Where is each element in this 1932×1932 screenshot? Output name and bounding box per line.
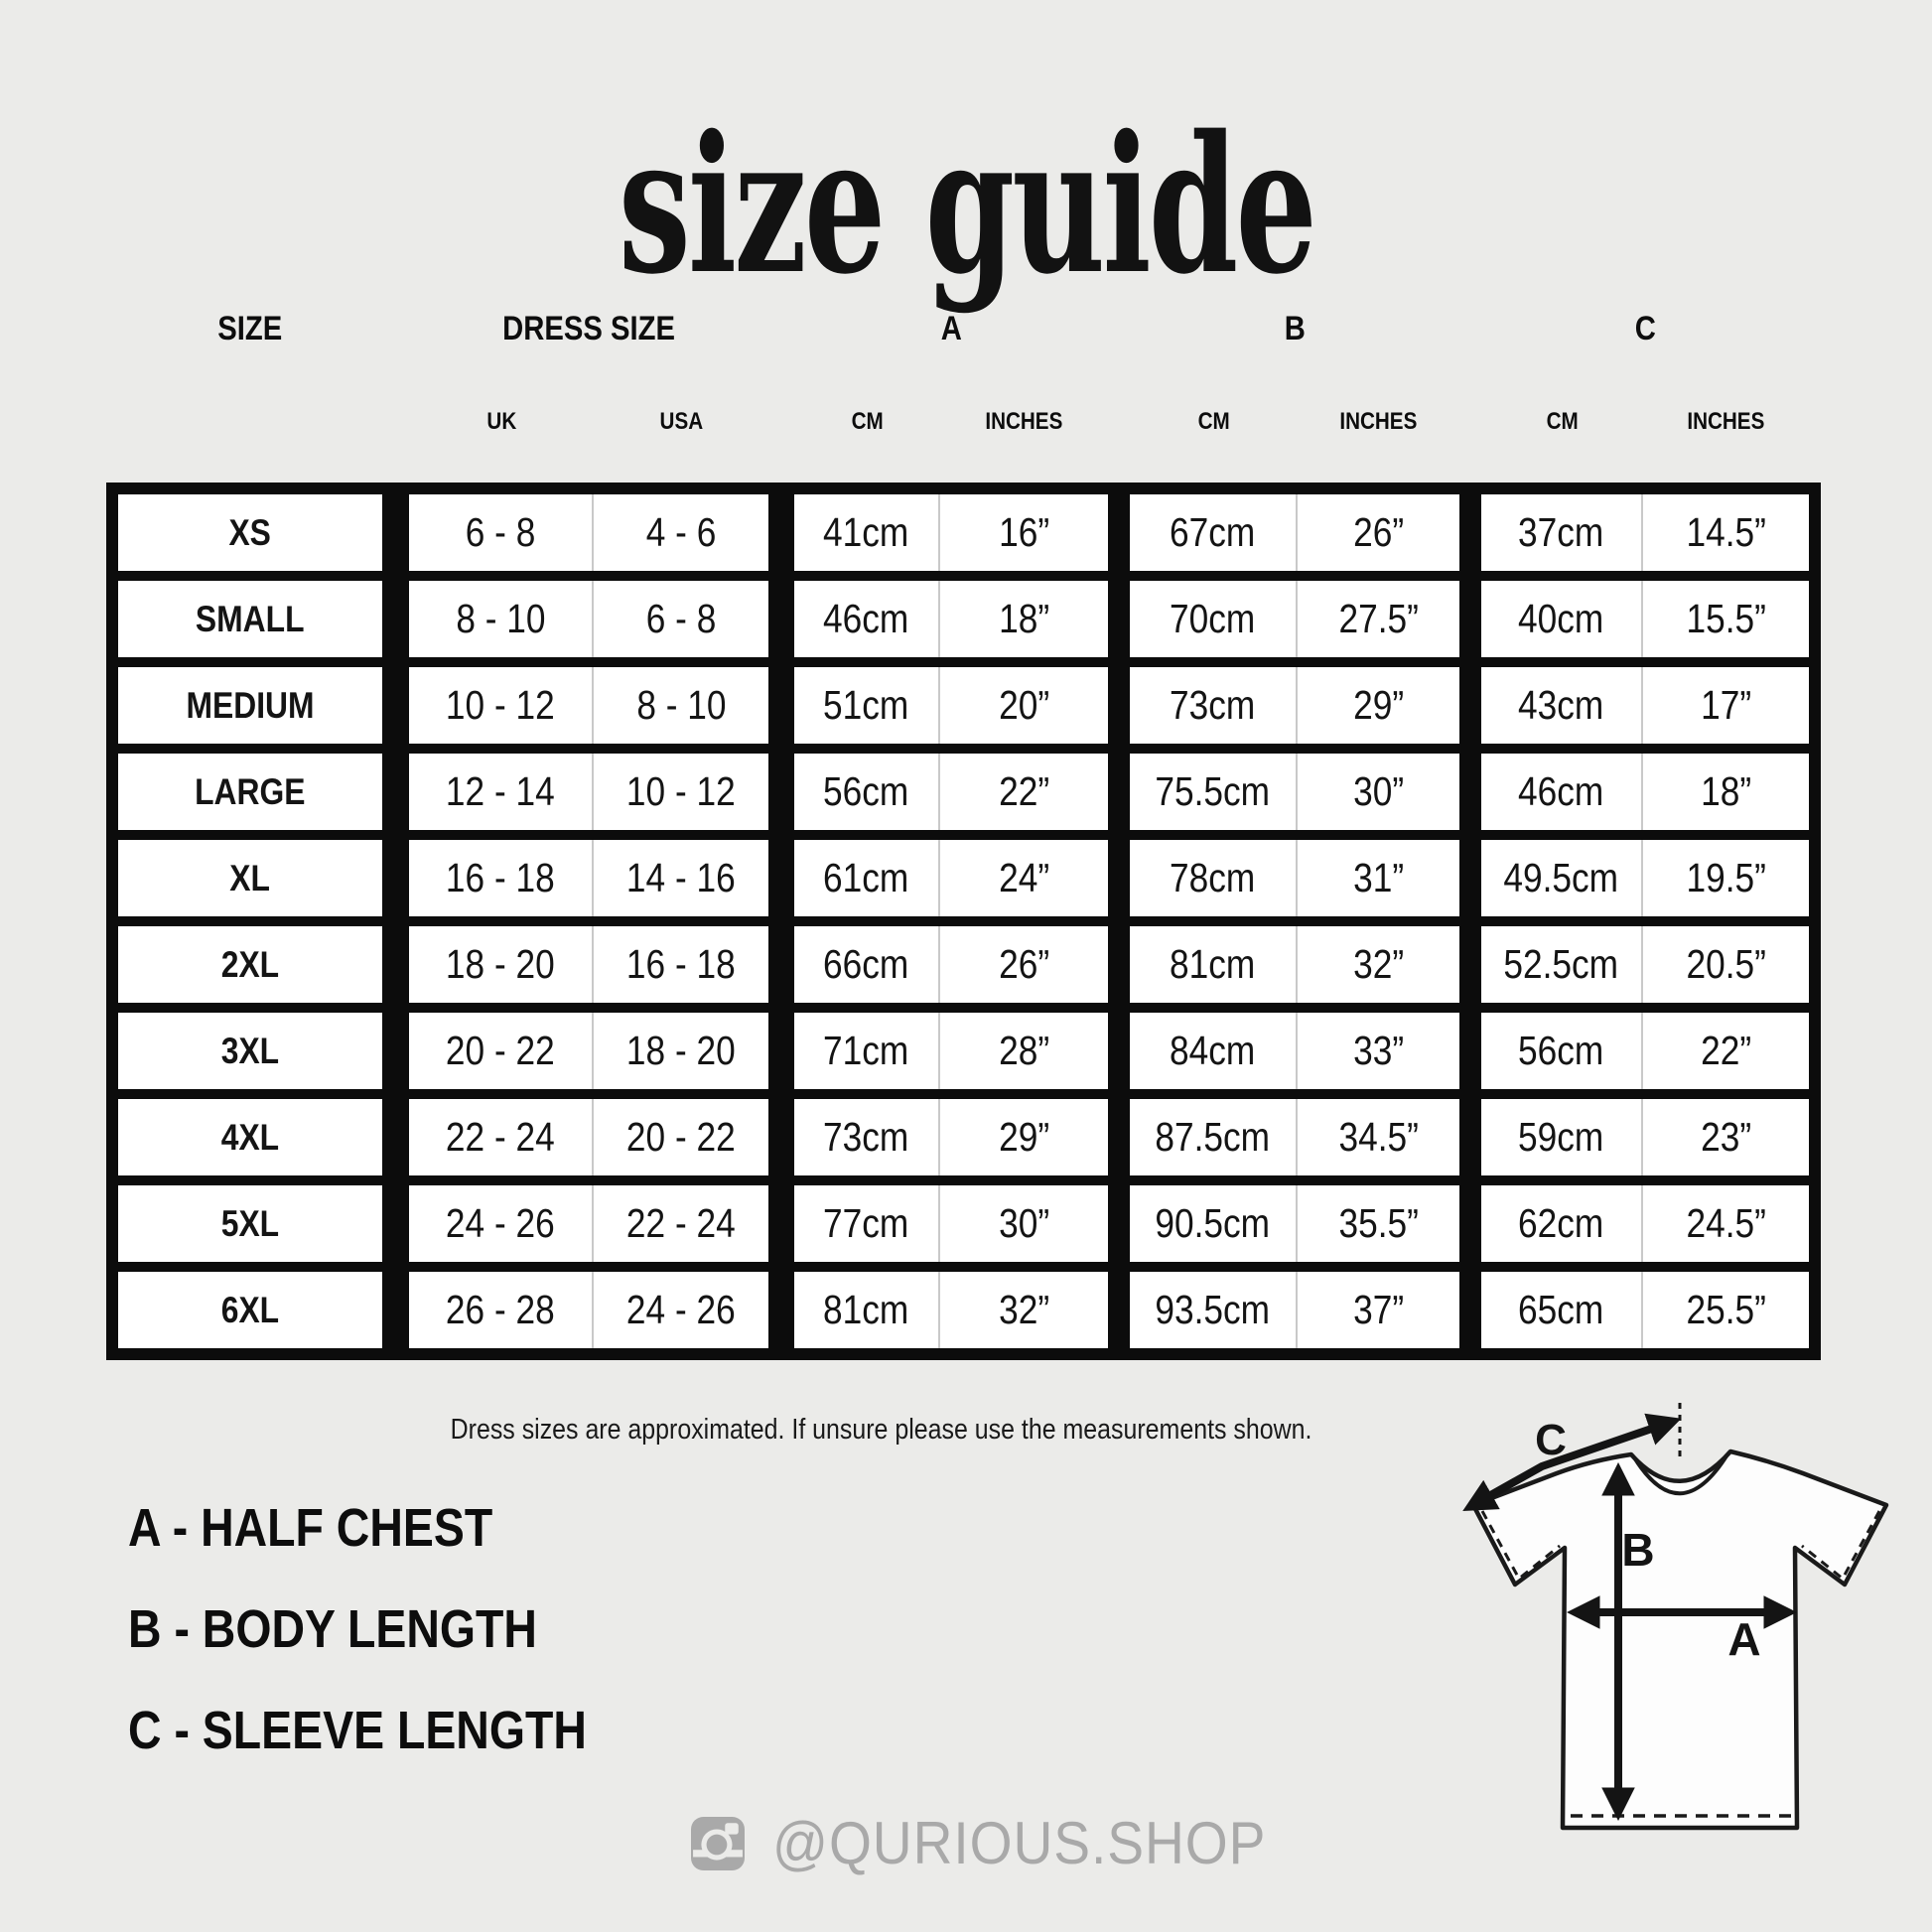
approximation-note: Dress sizes are approximated. If unsure please use the measurements shown. [451, 1414, 1312, 1446]
dress-size-uk-cell: 26 - 28 [409, 1272, 594, 1348]
b-inches-cell: 33” [1298, 1013, 1459, 1089]
table-sub-headers [118, 400, 1809, 444]
dress-size-uk-cell: 18 - 20 [409, 926, 594, 1003]
a-cm-cell: 56cm [794, 754, 940, 830]
size-table-body [106, 483, 1821, 1360]
b-cm-cell: 81cm [1130, 926, 1298, 1003]
a-inches-cell: 22” [940, 754, 1108, 830]
sub-header-c-inches: INCHES [1687, 408, 1765, 435]
c-cm-cell: 40cm [1481, 581, 1643, 657]
c-cm-cell: 43cm [1481, 667, 1643, 744]
page-title [0, 94, 1932, 316]
sub-header-b-cm: CM [1197, 408, 1230, 435]
a-cm-cell: 41cm [794, 494, 940, 571]
a-cm-cell: 77cm [794, 1185, 940, 1262]
col-header-b: B [1284, 309, 1306, 347]
table-row [118, 1272, 1809, 1348]
social-handle-text: @QURIOUS.SHOP [772, 1810, 1267, 1876]
a-cm-cell: 81cm [794, 1272, 940, 1348]
table-row [118, 1185, 1809, 1262]
b-cm-cell: 84cm [1130, 1013, 1298, 1089]
size-cell: 2XL [118, 926, 382, 1003]
size-cell: 5XL [118, 1185, 382, 1262]
dress-size-usa-cell: 14 - 16 [594, 840, 768, 916]
a-cm-cell: 66cm [794, 926, 940, 1003]
dress-size-uk-cell: 6 - 8 [409, 494, 594, 571]
b-inches-cell: 27.5” [1298, 581, 1459, 657]
b-inches-cell: 32” [1298, 926, 1459, 1003]
a-inches-cell: 29” [940, 1099, 1108, 1175]
a-cm-cell: 61cm [794, 840, 940, 916]
c-inches-cell: 25.5” [1643, 1272, 1809, 1348]
b-inches-cell: 29” [1298, 667, 1459, 744]
a-cm-cell: 51cm [794, 667, 940, 744]
dress-size-usa-cell: 10 - 12 [594, 754, 768, 830]
a-inches-cell: 18” [940, 581, 1108, 657]
a-inches-cell: 28” [940, 1013, 1108, 1089]
dress-size-usa-cell: 8 - 10 [594, 667, 768, 744]
dress-size-usa-cell: 20 - 22 [594, 1099, 768, 1175]
b-cm-cell: 75.5cm [1130, 754, 1298, 830]
table-row [118, 494, 1809, 571]
dress-size-usa-cell: 24 - 26 [594, 1272, 768, 1348]
a-inches-cell: 30” [940, 1185, 1108, 1262]
tshirt-outline [1473, 1451, 1886, 1828]
b-cm-cell: 70cm [1130, 581, 1298, 657]
table-row [118, 840, 1809, 916]
measurement-legend [128, 1477, 661, 1781]
dress-size-usa-cell: 4 - 6 [594, 494, 768, 571]
instagram-icon [691, 1817, 745, 1870]
sub-header-usa: USA [659, 408, 703, 435]
table-row [118, 754, 1809, 830]
size-cell: 4XL [118, 1099, 382, 1175]
a-inches-cell: 32” [940, 1272, 1108, 1348]
b-inches-cell: 26” [1298, 494, 1459, 571]
sub-header-b-inches: INCHES [1339, 408, 1418, 435]
size-cell: MEDIUM [118, 667, 382, 744]
dress-size-uk-cell: 22 - 24 [409, 1099, 594, 1175]
legend-item-b: B - BODY LENGTH [128, 1599, 537, 1659]
b-inches-cell: 35.5” [1298, 1185, 1459, 1262]
dress-size-usa-cell: 18 - 20 [594, 1013, 768, 1089]
col-header-dress-size: DRESS SIZE [502, 309, 675, 347]
a-inches-cell: 26” [940, 926, 1108, 1003]
size-cell: LARGE [118, 754, 382, 830]
b-cm-cell: 87.5cm [1130, 1099, 1298, 1175]
legend-item-a: A - HALF CHEST [128, 1498, 493, 1558]
table-row [118, 1013, 1809, 1089]
c-inches-cell: 20.5” [1643, 926, 1809, 1003]
diagram-label-a: A [1727, 1613, 1761, 1665]
a-cm-cell: 46cm [794, 581, 940, 657]
dress-size-usa-cell: 22 - 24 [594, 1185, 768, 1262]
sub-header-a-cm: CM [851, 408, 884, 435]
table-row [118, 581, 1809, 657]
social-handle [691, 1809, 1310, 1877]
a-cm-cell: 71cm [794, 1013, 940, 1089]
b-inches-cell: 31” [1298, 840, 1459, 916]
size-cell: 6XL [118, 1272, 382, 1348]
table-row [118, 667, 1809, 744]
c-inches-cell: 14.5” [1643, 494, 1809, 571]
sub-header-c-cm: CM [1546, 408, 1579, 435]
c-inches-cell: 22” [1643, 1013, 1809, 1089]
b-cm-cell: 73cm [1130, 667, 1298, 744]
page-title-text: size guide [618, 94, 1314, 316]
b-cm-cell: 90.5cm [1130, 1185, 1298, 1262]
sub-header-a-inches: INCHES [985, 408, 1063, 435]
dress-size-uk-cell: 20 - 22 [409, 1013, 594, 1089]
b-cm-cell: 93.5cm [1130, 1272, 1298, 1348]
c-inches-cell: 24.5” [1643, 1185, 1809, 1262]
col-header-size: SIZE [217, 309, 283, 347]
dress-size-uk-cell: 16 - 18 [409, 840, 594, 916]
dress-size-uk-cell: 10 - 12 [409, 667, 594, 744]
col-header-c: C [1634, 309, 1656, 347]
dress-size-uk-cell: 12 - 14 [409, 754, 594, 830]
dress-size-usa-cell: 16 - 18 [594, 926, 768, 1003]
b-cm-cell: 78cm [1130, 840, 1298, 916]
c-inches-cell: 15.5” [1643, 581, 1809, 657]
c-inches-cell: 18” [1643, 754, 1809, 830]
diagram-label-b: B [1621, 1524, 1655, 1576]
size-guide-table [106, 307, 1821, 1360]
b-inches-cell: 37” [1298, 1272, 1459, 1348]
dress-size-usa-cell: 6 - 8 [594, 581, 768, 657]
size-cell: SMALL [118, 581, 382, 657]
sub-header-uk: UK [486, 408, 516, 435]
legend-item-c: C - SLEEVE LENGTH [128, 1701, 587, 1760]
c-inches-cell: 23” [1643, 1099, 1809, 1175]
c-cm-cell: 46cm [1481, 754, 1643, 830]
a-inches-cell: 16” [940, 494, 1108, 571]
col-header-a: A [940, 309, 962, 347]
b-cm-cell: 67cm [1130, 494, 1298, 571]
a-inches-cell: 20” [940, 667, 1108, 744]
table-column-headers [118, 307, 1809, 350]
b-inches-cell: 30” [1298, 754, 1459, 830]
table-row [118, 926, 1809, 1003]
table-row [118, 1099, 1809, 1175]
a-cm-cell: 73cm [794, 1099, 940, 1175]
diagram-label-c: C [1535, 1416, 1567, 1464]
size-cell: XL [118, 840, 382, 916]
a-inches-cell: 24” [940, 840, 1108, 916]
c-cm-cell: 49.5cm [1481, 840, 1643, 916]
dress-size-uk-cell: 8 - 10 [409, 581, 594, 657]
c-cm-cell: 37cm [1481, 494, 1643, 571]
dress-size-uk-cell: 24 - 26 [409, 1185, 594, 1262]
c-cm-cell: 65cm [1481, 1272, 1643, 1348]
size-cell: XS [118, 494, 382, 571]
c-inches-cell: 19.5” [1643, 840, 1809, 916]
b-inches-cell: 34.5” [1298, 1099, 1459, 1175]
c-cm-cell: 56cm [1481, 1013, 1643, 1089]
c-cm-cell: 62cm [1481, 1185, 1643, 1262]
tshirt-diagram [1430, 1370, 1932, 1932]
c-cm-cell: 59cm [1481, 1099, 1643, 1175]
size-cell: 3XL [118, 1013, 382, 1089]
c-inches-cell: 17” [1643, 667, 1809, 744]
c-cm-cell: 52.5cm [1481, 926, 1643, 1003]
